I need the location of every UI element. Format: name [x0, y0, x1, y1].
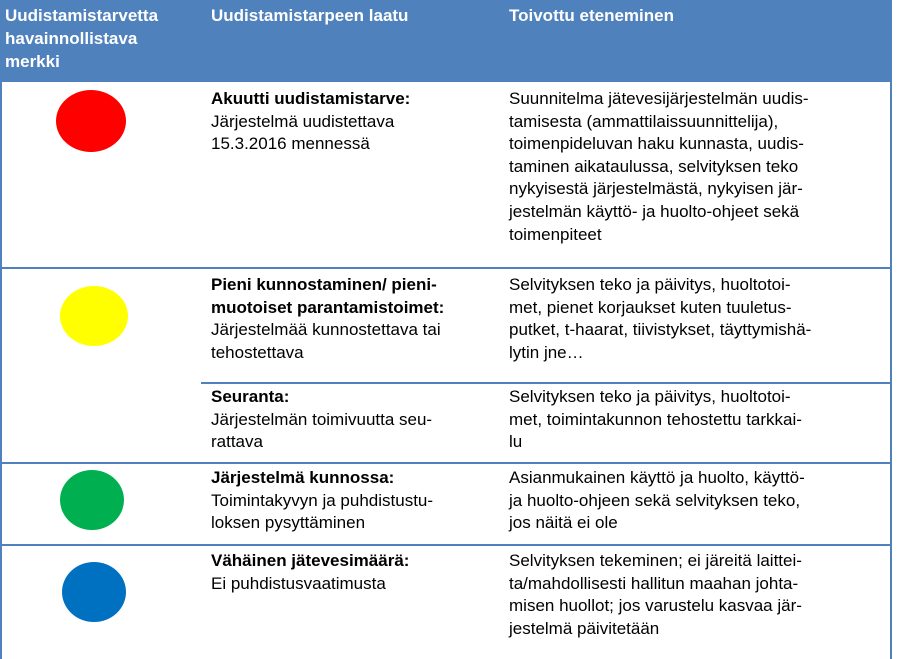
quality-text-line: rattava — [211, 432, 263, 452]
progress-line: Selvityksen teko ja päivitys, huoltotoi- — [509, 275, 791, 294]
row2-progress — [509, 274, 884, 364]
progress-line: tamisesta (ammattilaissuunnittelija), — [509, 111, 779, 131]
quality-text-line: Toimintakyvyn ja puhdistustu- — [211, 490, 434, 510]
progress-line: met, toimintakunnon tehostettu tarkkai- — [509, 409, 802, 429]
row-divider — [0, 462, 892, 464]
progress-line: Selvityksen tekeminen; ei järeitä laittei- — [509, 551, 802, 570]
header-indicator-line: merkki — [5, 52, 60, 71]
row3-progress — [509, 386, 884, 454]
progress-line: Asianmukainen käyttö ja huolto, käyttö- — [509, 468, 805, 487]
right-border — [890, 82, 892, 659]
header-quality: Uudistamistarpeen laatu — [211, 6, 409, 25]
progress-line: jestelmän käyttö- ja huolto-ohjeet sekä — [509, 201, 800, 221]
header-indicator-line: havainnollistava — [5, 29, 138, 48]
row-divider — [0, 267, 892, 269]
quality-text-line: Järjestelmän toimivuutta seu- — [211, 409, 433, 429]
quality-title: Seuranta: — [211, 387, 290, 406]
quality-text-line: 15.3.2016 mennessä — [211, 134, 370, 154]
progress-line: Suunnitelma jätevesijärjestelmän uudis- — [509, 89, 809, 108]
red-indicator — [56, 90, 126, 152]
quality-text-line: Järjestelmä uudistettava — [211, 111, 395, 131]
row-divider — [0, 544, 892, 546]
progress-line: toimenpideluvan haku kunnasta, uudis- — [509, 134, 804, 154]
quality-text-line: tehostettava — [211, 342, 304, 362]
progress-line: lu — [509, 432, 523, 452]
row4-progress — [509, 467, 884, 535]
progress-line: jestelmä päivitetään — [509, 618, 660, 638]
row-divider — [201, 382, 892, 384]
quality-title: Pieni kunnostaminen/ pieni- — [211, 275, 437, 294]
progress-line: toimenpiteet — [509, 224, 602, 244]
quality-title: Akuutti uudistamistarve: — [211, 89, 411, 108]
left-border — [0, 82, 2, 659]
row3-quality — [211, 386, 501, 454]
quality-title: muotoiset parantamistoimet: — [211, 297, 445, 317]
header-progress: Toivottu eteneminen — [509, 6, 674, 25]
yellow-indicator — [60, 286, 128, 346]
blue-indicator — [62, 562, 126, 622]
quality-text-line: loksen pysyttäminen — [211, 513, 366, 533]
quality-title: Vähäinen jätevesimäärä: — [211, 551, 410, 570]
progress-line: putket, t-haarat, tiivistykset, täyttymishä- — [509, 320, 812, 340]
quality-text-line: Järjestelmää kunnostettava tai — [211, 320, 441, 340]
quality-text-line: Ei puhdistusvaatimusta — [211, 573, 386, 593]
row1-quality — [211, 88, 501, 156]
row4-quality — [211, 467, 501, 535]
green-indicator — [60, 470, 124, 530]
row5-progress — [509, 550, 884, 640]
row2-quality — [211, 274, 501, 364]
header-indicator-line: Uudistamistarvetta — [5, 6, 159, 25]
progress-line: met, pienet korjaukset kuten tuuletus- — [509, 297, 792, 317]
header-indicator — [5, 4, 195, 73]
progress-line: misen huollot; jos varustelu kasvaa jär- — [509, 596, 802, 616]
progress-line: taminen aikataulussa, selvityksen teko — [509, 156, 799, 176]
quality-title: Järjestelmä kunnossa: — [211, 468, 395, 487]
progress-line: ja huolto-ohjeen sekä selvityksen teko, — [509, 490, 801, 510]
progress-line: nykyisestä järjestelmästä, nykyisen jär- — [509, 179, 803, 199]
progress-line: jos näitä ei ole — [509, 513, 618, 533]
progress-line: ta/mahdollisesti hallitun maahan johta- — [509, 573, 799, 593]
progress-line: lytin jne… — [509, 342, 584, 362]
progress-line: Selvityksen teko ja päivitys, huoltotoi- — [509, 387, 791, 406]
table-header — [0, 0, 892, 82]
row5-quality — [211, 550, 501, 595]
row1-progress — [509, 88, 884, 246]
